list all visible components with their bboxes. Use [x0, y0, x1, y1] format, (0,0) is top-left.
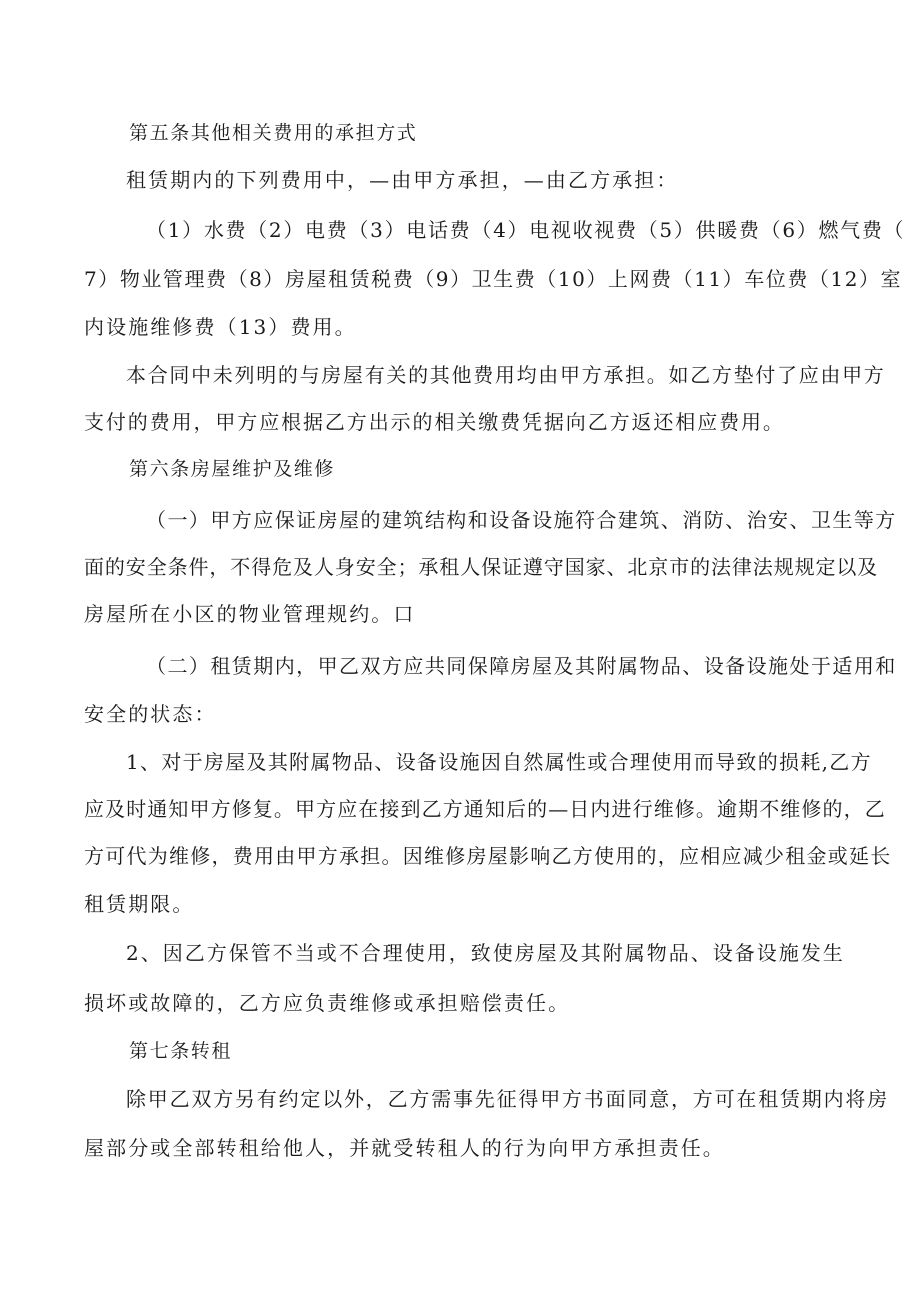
paragraph-line: （一）甲方应保证房屋的建筑结构和设备设施符合建筑、消防、治安、卫生等方 [146, 508, 897, 532]
paragraph-line: 1、对于房屋及其附属物品、设备设施因自然属性或合理使用而导致的损耗,乙方 [126, 750, 872, 774]
paragraph-line: （二）租赁期内，甲乙双方应共同保障房屋及其附属物品、设备设施处于适用和 [146, 654, 897, 678]
section-7-heading: 第七条转租 [129, 1040, 233, 1062]
paragraph-line: 支付的费用，甲方应根据乙方出示的相关缴费凭据向乙方返还相应费用。 [84, 410, 785, 434]
paragraph-line: 除甲乙双方另有约定以外，乙方需事先征得甲方书面同意，方可在租赁期内将房 [126, 1087, 889, 1111]
paragraph-line: 租赁期内的下列费用中，—由甲方承担，—由乙方承担： [126, 168, 679, 192]
paragraph-line: 面的安全条件，不得危及人身安全；承租人保证遵守国家、北京市的法律法规规定以及 [84, 555, 879, 579]
paragraph-line: 应及时通知甲方修复。甲方应在接到乙方通知后的—日内进行维修。逾期不维修的，乙 [84, 797, 886, 821]
paragraph-line: （1）水费（2）电费（3）电话费（4）电视收视费（5）供暖费（6）燃气费（ [146, 218, 906, 242]
paragraph-line: 房屋所在小区的物业管理规约。口 [84, 602, 416, 626]
paragraph-line: 损坏或故障的，乙方应负责维修或承担赔偿责任。 [84, 991, 571, 1015]
paragraph-line: 安全的状态： [84, 702, 217, 726]
section-6-heading: 第六条房屋维护及维修 [129, 458, 336, 480]
paragraph-line: 7）物业管理费（8）房屋租赁税费（9）卫生费（10）上网费（11）车位费（12）室 [84, 267, 903, 291]
paragraph-line: 租赁期限。 [84, 892, 195, 916]
section-5-heading: 第五条其他相关费用的承担方式 [129, 122, 418, 144]
paragraph-line: 内设施维修费（13）费用。 [84, 315, 357, 339]
paragraph-line: 方可代为维修，费用由甲方承担。因维修房屋影响乙方使用的，应相应减少租金或延长 [84, 844, 892, 868]
paragraph-line: 2、因乙方保管不当或不合理使用，致使房屋及其附属物品、设备设施发生 [126, 941, 845, 965]
paragraph-line: 本合同中未列明的与房屋有关的其他费用均由甲方承担。如乙方垫付了应由甲方 [126, 363, 886, 387]
paragraph-line: 屋部分或全部转租给他人，并就受转租人的行为向甲方承担责任。 [84, 1136, 725, 1160]
